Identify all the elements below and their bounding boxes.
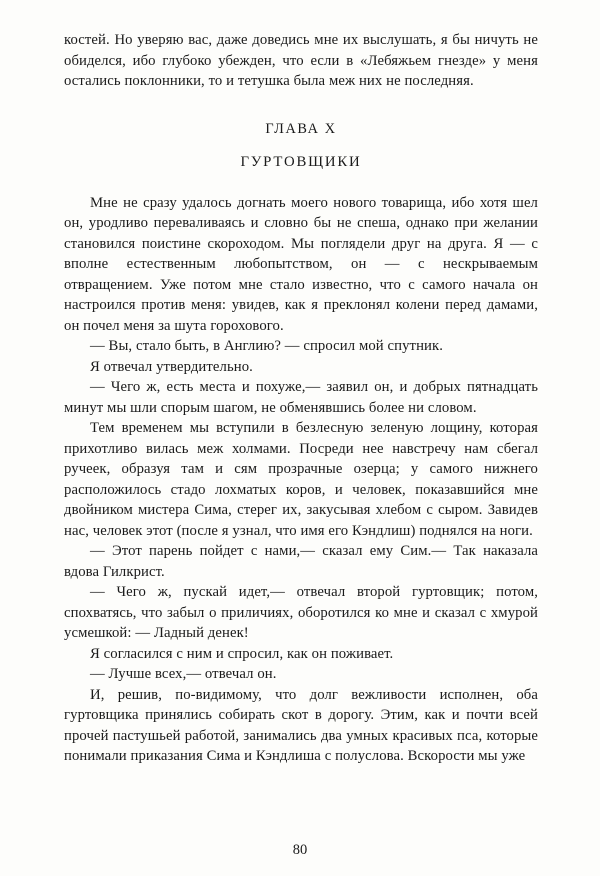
paragraph: Я отвечал утвердительно.	[90, 358, 253, 375]
chapter-heading	[64, 121, 538, 171]
paragraph: Мне не сразу удалось догнать моего нового товарища, ибо хотя шел он, уродливо переваливаясь и словно бы не спеша, однако при желании становился поистине скороходом. Мы поглядели друг на друга. Я — с вполне естественным любопытством, он — с нескрываемым отвращением. Уже потом мне стало известно, что с самого начала он настроился против меня: увидев, как я преклонял колени перед дамами, он почел меня за шута горохового.	[64, 194, 538, 334]
opening-paragraph: костей. Но уверяю вас, даже доведись мне их выслушать, я бы ничуть не обиделся, ибо глубоко убежден, что если в «Лебяжьем гнезде» у меня остались поклонники, то и тетушка была меж них не последняя.	[64, 32, 538, 89]
chapter-number: ГЛАВА X	[265, 120, 337, 137]
paragraph: — Чего ж, есть места и похуже,— заявил он, и добрых пятнадцать минут мы шли спорым шагом, не обменявшись более ни словом.	[64, 379, 538, 416]
paragraph: И, решив, по-видимому, что долг вежливости исполнен, оба гуртовщика принялись собирать скот в дорогу. Этим, как и почти всей прочей пастушьей работой, занимались два умных красивых пса, которые понимали приказания Сима и Кэндлиша с полуслова. Вскорости мы уже	[64, 686, 538, 764]
paragraph: Тем временем мы вступили в безлесную зеленую лощину, которая прихотливо вилась меж холмами. Посреди нее навстречу нам сбегал ручеек, образуя там и сям прозрачные озерца; у самого нижнего расположилось стадо лохматых коров, и человек, показавшийся мне двойником мистера Сима, стерег их, закусывая хлебом с сыром. Завидев нас, человек этот (после я узнал, что имя его Кэндлиш) поднялся на ноги.	[64, 420, 538, 539]
paragraph: — Лучше всех,— отвечал он.	[90, 666, 277, 682]
paragraph: — Чего ж, пускай идет,— отвечал второй гуртовщик; потом, спохватясь, что забыл о приличиях, оборотился ко мне и сказал с хмурой усмешкой: — Ладный денек!	[64, 584, 538, 641]
page-number: 80	[292, 842, 308, 858]
paragraph: — Этот парень пойдет с нами,— сказал ему Сим.— Так наказала вдова Гилкрист.	[64, 543, 538, 580]
paragraph: — Вы, стало быть, в Англию? — спросил мой спутник.	[90, 338, 443, 354]
chapter-title: ГУРТОВЩИКИ	[240, 153, 362, 170]
paragraph: Я согласился с ним и спросил, как он поживает.	[90, 645, 394, 662]
text-column	[64, 30, 538, 767]
